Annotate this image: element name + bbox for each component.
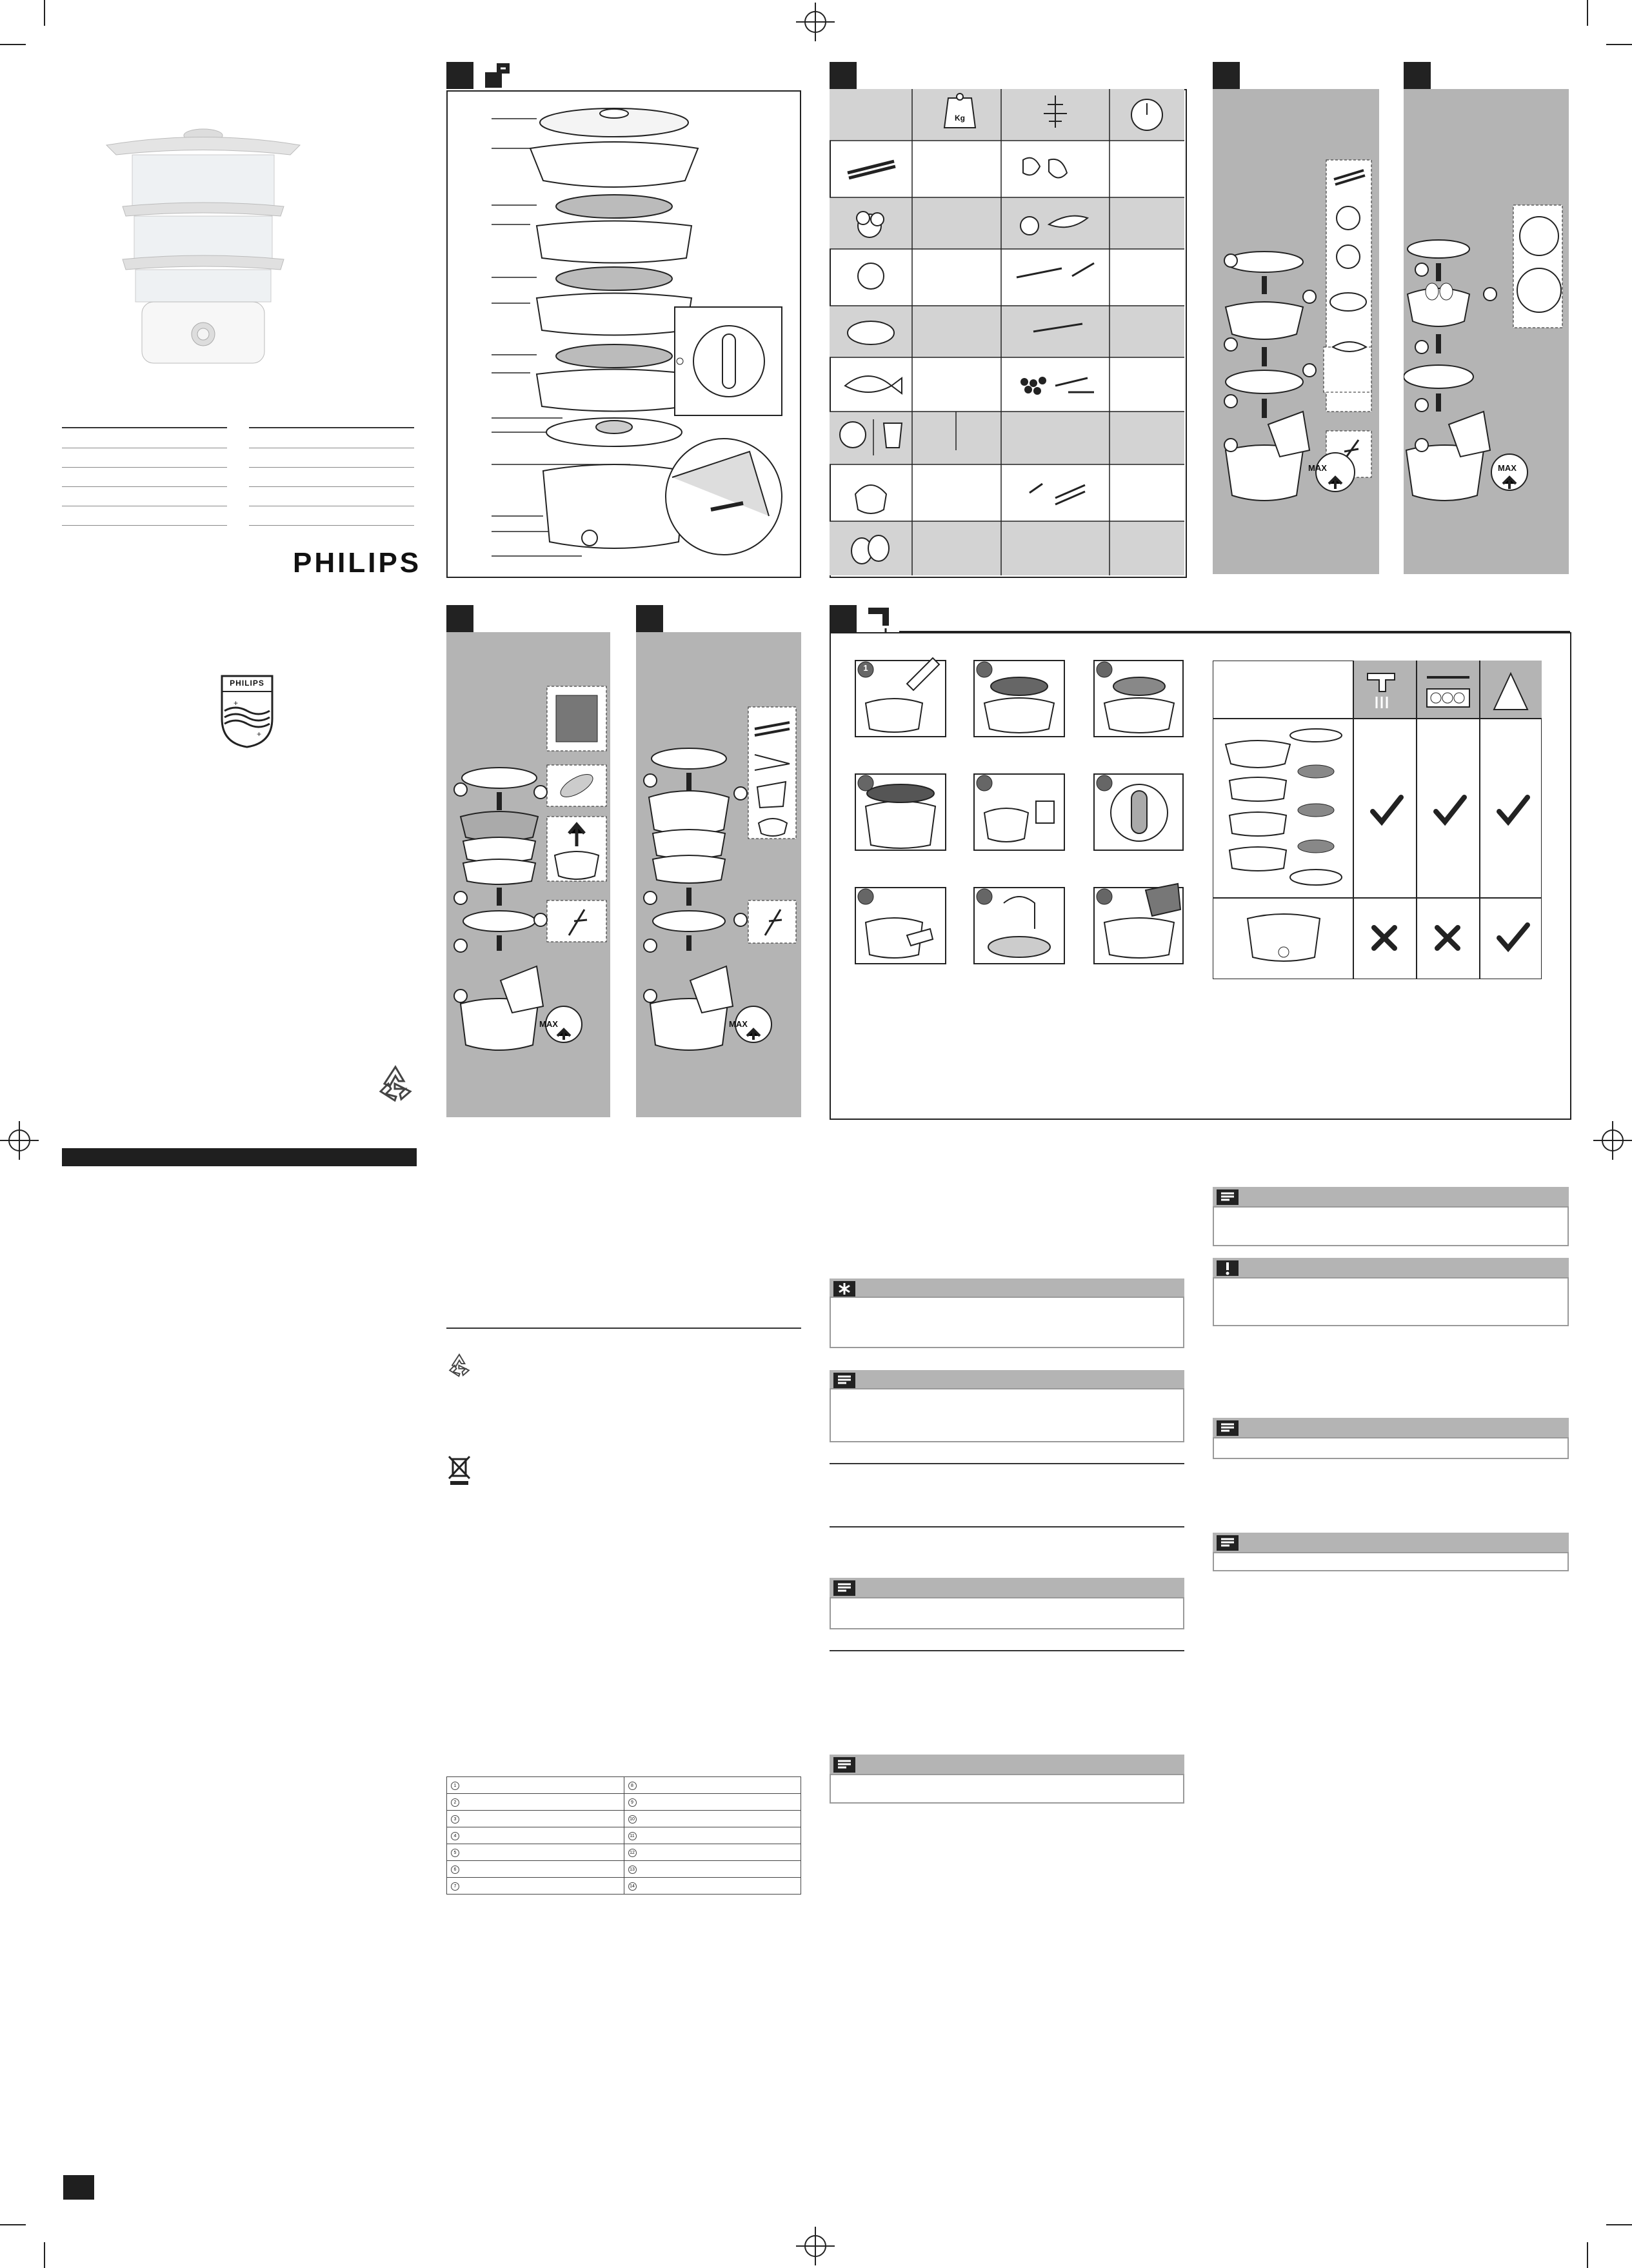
part-number: 3 — [451, 1815, 459, 1824]
section-number-box — [446, 605, 473, 632]
note-header — [830, 1755, 1184, 1775]
section-number-box — [830, 62, 857, 89]
max-fill-label: MAX — [539, 1019, 558, 1029]
note-icon — [833, 1373, 855, 1388]
warning-header — [1213, 1258, 1569, 1278]
cover-language-rule — [62, 427, 227, 428]
warning-box — [1213, 1277, 1569, 1326]
svg-text:+: + — [257, 730, 262, 739]
section-rule — [830, 1526, 1184, 1527]
section-rule — [830, 1463, 1184, 1464]
note-box — [1213, 1206, 1569, 1246]
stacking-steps-diagram — [446, 632, 610, 1117]
max-fill-label: MAX — [1308, 463, 1327, 473]
egg-steps-diagram — [1404, 89, 1569, 574]
part-number: 7 — [451, 1882, 459, 1891]
exclamation-icon — [1217, 1260, 1239, 1276]
philips-shield-logo — [219, 673, 275, 750]
crop-mark — [1587, 0, 1588, 26]
part-number: 8 — [628, 1782, 637, 1790]
weight-label: Kg — [955, 114, 965, 123]
note-icon — [833, 1580, 855, 1596]
crop-mark — [1606, 2224, 1632, 2225]
package-contents-icon — [483, 61, 512, 90]
note-header — [1213, 1187, 1569, 1208]
crop-mark — [44, 0, 45, 26]
cover-black-bar — [62, 1148, 417, 1166]
recycle-icon — [446, 1352, 472, 1378]
step-one-label: 1 — [863, 663, 868, 673]
note-icon — [833, 1757, 855, 1773]
part-number: 1 — [451, 1782, 459, 1790]
cover-language-rule — [62, 525, 227, 526]
table-row — [447, 1777, 801, 1794]
note-box — [830, 1388, 1184, 1442]
registration-mark — [0, 1121, 39, 1160]
cover-language-rule — [62, 486, 227, 487]
cover-language-rule — [249, 467, 414, 468]
steaming-steps-diagram — [1213, 89, 1379, 574]
tip-box — [830, 1297, 1184, 1348]
max-fill-label: MAX — [1498, 463, 1517, 473]
max-fill-label: MAX — [729, 1019, 748, 1029]
asterisk-icon — [833, 1281, 855, 1297]
cleaning-steps-diagram — [830, 632, 1191, 993]
registration-mark — [796, 2227, 835, 2265]
note-icon — [1217, 1420, 1239, 1436]
table-row — [447, 1878, 801, 1895]
note-header — [1213, 1418, 1569, 1438]
steamer-product-photo — [97, 116, 310, 374]
cover-language-rule — [62, 467, 227, 468]
part-number: 5 — [451, 1849, 459, 1857]
recycle-icon — [375, 1063, 415, 1103]
parts-list-table — [446, 1776, 801, 1895]
section-rule — [446, 1328, 801, 1329]
exploded-parts-diagram — [446, 90, 799, 575]
section-number-box — [830, 605, 857, 632]
part-number: 11 — [628, 1832, 637, 1840]
cleaning-tap-icon — [866, 604, 895, 633]
bowl-steps-diagram — [636, 632, 801, 1117]
cover-language-rule — [249, 525, 414, 526]
note-box — [830, 1597, 1184, 1629]
table-row — [447, 1827, 801, 1844]
svg-text:+: + — [234, 699, 239, 708]
crop-mark — [44, 2242, 45, 2268]
cleaning-method-table — [1213, 661, 1542, 979]
crop-mark — [0, 2224, 26, 2225]
registration-mark — [1593, 1121, 1632, 1160]
table-row — [447, 1861, 801, 1878]
note-header — [830, 1578, 1184, 1598]
crossed-bin-icon — [446, 1454, 472, 1486]
cover-language-rule — [249, 427, 414, 428]
registration-mark — [796, 3, 835, 41]
page-number-box — [63, 2175, 94, 2200]
section-number-box — [636, 605, 663, 632]
crop-mark — [1587, 2242, 1588, 2268]
part-number: 2 — [451, 1798, 459, 1807]
note-box — [1213, 1437, 1569, 1459]
note-icon — [1217, 1535, 1239, 1551]
table-row — [447, 1811, 801, 1827]
note-box — [830, 1774, 1184, 1804]
section-number-box — [446, 62, 473, 89]
section-number-box — [1213, 62, 1240, 89]
part-number: 6 — [451, 1865, 459, 1874]
part-number: 10 — [628, 1815, 637, 1824]
part-number: 14 — [628, 1882, 637, 1891]
shield-brand-text: PHILIPS — [230, 679, 264, 688]
part-number: 12 — [628, 1849, 637, 1857]
brand-wordmark: PHILIPS — [293, 547, 422, 579]
note-box — [1213, 1552, 1569, 1571]
table-row — [447, 1844, 801, 1861]
section-number-box — [1404, 62, 1431, 89]
section-rule — [830, 1650, 1184, 1651]
part-number: 9 — [628, 1798, 637, 1807]
note-header — [1213, 1533, 1569, 1553]
steaming-guide-table — [830, 89, 1184, 575]
note-icon — [1217, 1189, 1239, 1205]
cover-language-rule — [249, 486, 414, 487]
table-row — [447, 1794, 801, 1811]
crop-mark — [0, 44, 26, 45]
crop-mark — [1606, 44, 1632, 45]
part-number: 13 — [628, 1865, 637, 1874]
part-number: 4 — [451, 1832, 459, 1840]
